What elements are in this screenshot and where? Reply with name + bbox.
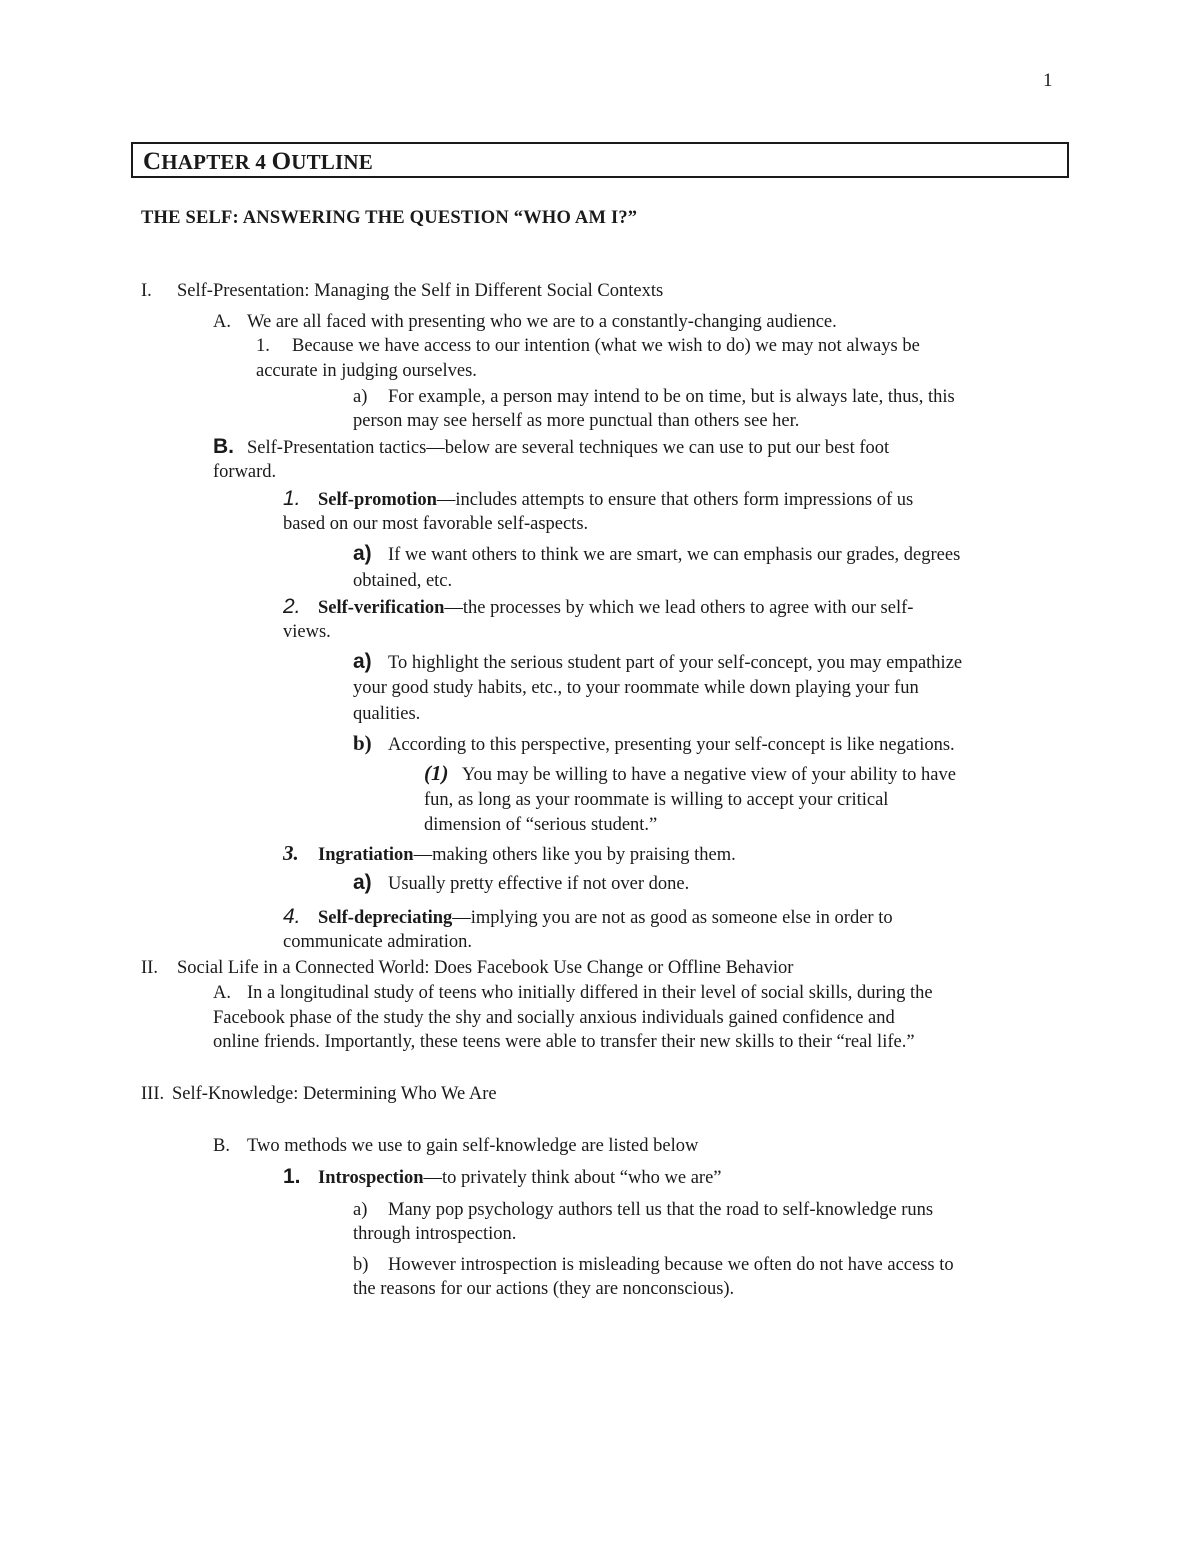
item-text-line-1: Self-Presentation tactics—below are several techniques we can use to put our best foot xyxy=(247,438,890,458)
item-text-line-1: To highlight the serious student part of your self-concept, you may empathize xyxy=(388,653,963,673)
chapter-heading-part-2: UTLINE xyxy=(291,150,373,174)
outline-item-2a-cont-2: online friends. Importantly, these teens were able to transfer their new skills to their “real life.” xyxy=(213,1032,915,1052)
outline-item-1b3a xyxy=(353,871,689,896)
item-term: Self-verification xyxy=(318,598,445,618)
outline-item-1b2b1-cont-1: fun, as long as your roommate is willing to accept your critical xyxy=(424,790,889,810)
item-marker: b) xyxy=(353,731,372,755)
item-text-line-1: Many pop psychology authors tell us that the road to self-knowledge runs xyxy=(388,1200,934,1220)
outline-item-1a1 xyxy=(256,334,920,358)
outline-section-3 xyxy=(141,1082,497,1106)
outline-item-1b2a-cont-1: your good study habits, etc., to your roommate while down playing your fun xyxy=(353,678,919,698)
item-text: Usually pretty effective if not over done. xyxy=(388,874,690,894)
item-text: —to privately think about “who we are” xyxy=(423,1168,722,1188)
item-marker: b) xyxy=(353,1255,369,1275)
outline-item-1b2b xyxy=(353,731,955,757)
item-text: —making others like you by praising them. xyxy=(413,845,736,865)
item-marker: a) xyxy=(353,1200,368,1220)
section-marker: II. xyxy=(141,958,158,978)
outline-item-1b-cont: forward. xyxy=(213,462,277,482)
item-text-line-1: —implying you are not as good as someone else in order to xyxy=(452,908,893,928)
chapter-heading xyxy=(131,142,1069,178)
item-marker: 2. xyxy=(283,595,301,618)
outline-item-3b1b-cont: the reasons for our actions (they are nonconscious). xyxy=(353,1279,735,1299)
item-text-line-1: —the processes by which we lead others to agree with our self- xyxy=(444,598,914,618)
item-marker: B. xyxy=(213,435,234,458)
item-marker: A. xyxy=(213,983,231,1003)
item-marker: (1) xyxy=(424,761,449,785)
item-text-line-1: Because we have access to our intention (what we wish to do) we may not always be xyxy=(292,336,920,356)
item-marker: a) xyxy=(353,871,372,894)
item-term: Ingratiation xyxy=(318,845,414,865)
item-text-line-1: However introspection is misleading because we often do not have access to xyxy=(388,1255,954,1275)
section-marker: I. xyxy=(141,281,152,301)
outline-item-3b1a xyxy=(353,1198,933,1222)
outline-item-1b2a xyxy=(353,650,962,675)
item-text: Two methods we use to gain self-knowledge are listed below xyxy=(247,1136,699,1156)
outline-item-3b1b xyxy=(353,1253,954,1277)
outline-item-1b1a-cont: obtained, etc. xyxy=(353,571,453,591)
item-text-line-1: You may be willing to have a negative view of your ability to have xyxy=(462,765,956,785)
item-marker: 1. xyxy=(256,336,270,356)
section-text: Self-Presentation: Managing the Self in Different Social Contexts xyxy=(177,281,664,301)
item-marker: A. xyxy=(213,312,231,332)
section-text: Social Life in a Connected World: Does Facebook Use Change or Offline Behavior xyxy=(177,958,794,978)
chapter-heading-part-1: HAPTER 4 xyxy=(161,150,272,174)
outline-item-1b4-cont: communicate admiration. xyxy=(283,932,473,952)
item-marker: a) xyxy=(353,542,372,565)
outline-section-1 xyxy=(141,279,663,303)
item-term: Self-promotion xyxy=(318,490,437,510)
outline-item-3b1a-cont: through introspection. xyxy=(353,1224,517,1244)
item-marker: a) xyxy=(353,387,368,407)
outline-item-1b3 xyxy=(283,841,736,867)
outline-item-1b2a-cont-2: qualities. xyxy=(353,704,421,724)
item-marker: B. xyxy=(213,1136,230,1156)
outline-item-1b2-cont: views. xyxy=(283,622,331,642)
chapter-heading-initial-2: O xyxy=(271,148,292,175)
outline-item-1b1 xyxy=(283,487,913,512)
outline-item-1b1a xyxy=(353,542,960,567)
outline-item-1a1a xyxy=(353,385,955,409)
outline-item-1a xyxy=(213,310,837,334)
page-number: 1 xyxy=(1043,70,1053,91)
outline-section-2 xyxy=(141,956,793,980)
outline-item-1a1-cont: accurate in judging ourselves. xyxy=(256,361,477,381)
item-text-line-1: For example, a person may intend to be on time, but is always late, thus, this xyxy=(388,387,955,407)
outline-item-2a xyxy=(213,981,933,1005)
item-text: According to this perspective, presenting your self-concept is like negations. xyxy=(388,735,955,755)
chapter-heading-initial-1: C xyxy=(143,148,162,175)
outline-item-3b xyxy=(213,1134,698,1158)
section-marker: III. xyxy=(141,1084,165,1104)
outline-item-1b xyxy=(213,435,889,460)
outline-item-2a-cont-1: Facebook phase of the study the shy and socially anxious individuals gained confidence and xyxy=(213,1008,895,1028)
item-term: Self-depreciating xyxy=(318,908,453,928)
outline-item-1a1a-cont: person may see herself as more punctual than others see her. xyxy=(353,411,800,431)
outline-item-1b1-cont: based on our most favorable self-aspects. xyxy=(283,514,589,534)
item-marker: 1. xyxy=(283,1165,301,1188)
outline-item-3b1 xyxy=(283,1165,722,1190)
item-marker: 1. xyxy=(283,487,301,510)
document-title: THE SELF: ANSWERING THE QUESTION “WHO AM I?” xyxy=(141,208,638,228)
item-term: Introspection xyxy=(318,1168,424,1188)
item-text-line-1: In a longitudinal study of teens who initially differed in their level of social skills, during the xyxy=(247,983,933,1003)
outline-item-1b2 xyxy=(283,595,913,620)
item-text-line-1: If we want others to think we are smart, we can emphasis our grades, degrees xyxy=(388,545,961,565)
section-text: Self-Knowledge: Determining Who We Are xyxy=(172,1084,497,1104)
item-marker: a) xyxy=(353,650,372,673)
item-marker: 3. xyxy=(283,841,299,865)
outline-item-1b2b1 xyxy=(424,761,956,787)
item-marker: 4. xyxy=(283,905,301,928)
outline-item-1b2b1-cont-2: dimension of “serious student.” xyxy=(424,815,658,835)
item-text: We are all faced with presenting who we are to a constantly-changing audience. xyxy=(247,312,837,332)
outline-item-1b4 xyxy=(283,905,893,930)
item-text-line-1: —includes attempts to ensure that others form impressions of us xyxy=(436,490,914,510)
